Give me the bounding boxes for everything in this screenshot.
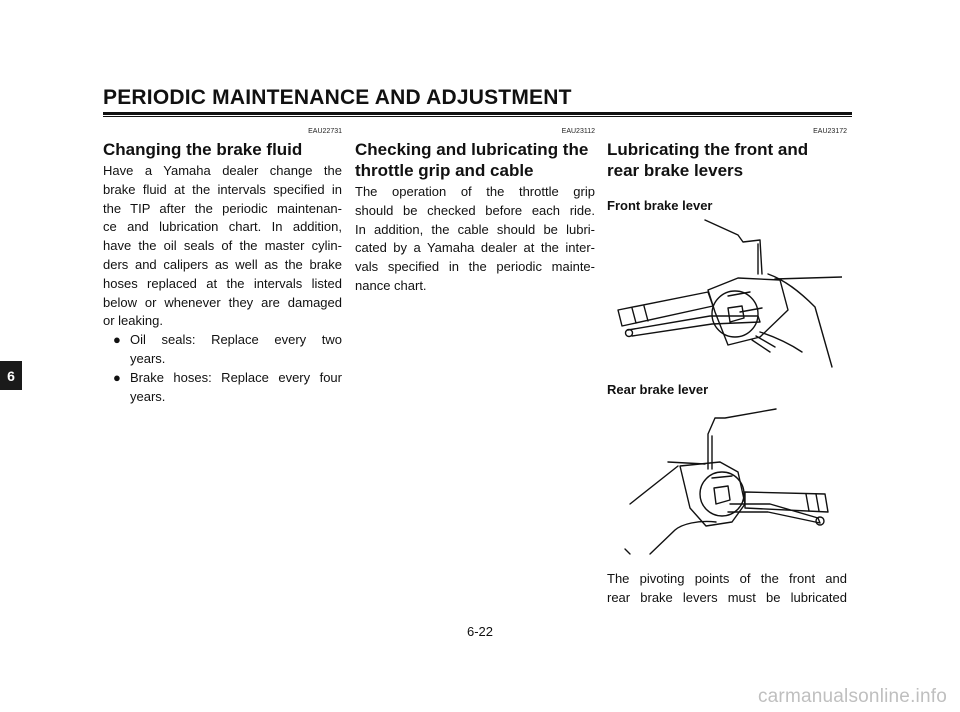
rear-brake-lever-illustration (620, 404, 845, 564)
body-line: ce and lubrication chart. In addition, (103, 219, 342, 235)
lubrication-paragraph (607, 570, 847, 608)
body-line: The operation of the throttle grip (355, 184, 595, 199)
watermark: carmanualsonline.info (757, 686, 947, 707)
body-line: below or whenever they are damaged (103, 294, 342, 310)
chapter-tab: 6 (0, 361, 22, 390)
body-line: Have a Yamaha dealer change the (103, 163, 342, 178)
page-number: 6-22 (466, 624, 494, 639)
section-code: EAU23112 (561, 128, 595, 135)
body-line: ders and calipers as well as the brake (103, 256, 342, 272)
body-line: rear brake levers must be lubricated (607, 589, 847, 605)
body-line: cated by a Yamaha dealer at the inter- (355, 240, 595, 256)
bullet-line: years. (130, 388, 166, 404)
bullet-icon: ● (113, 369, 121, 385)
bullet-line: Oil seals: Replace every two (130, 332, 342, 348)
section-title (355, 139, 595, 181)
body-line: vals specified in the periodic mainte- (355, 259, 595, 275)
front-brake-lever-heading: Front brake lever (607, 198, 713, 213)
section-code: EAU22731 (308, 128, 342, 135)
body-line: have the oil seals of the master cylin- (103, 238, 342, 254)
body-line: the TIP after the periodic maintenan- (103, 200, 342, 216)
bullet-icon: ● (113, 332, 121, 348)
front-brake-lever-illustration (610, 212, 842, 372)
section-code: EAU23172 (813, 128, 847, 135)
bullet-line: years. (130, 350, 166, 366)
section-title-line: rear brake levers (607, 161, 744, 180)
header-rule (103, 112, 852, 117)
bullet-item (103, 369, 342, 407)
body-line: should be checked before each ride. (355, 202, 595, 218)
section-title-line: Lubricating the front and (607, 140, 809, 159)
body-line: In addition, the cable should be lubri- (355, 221, 595, 237)
rear-brake-lever-heading: Rear brake lever (607, 382, 709, 397)
body-line: or leaking. (103, 313, 163, 329)
section-title-line: throttle grip and cable (355, 161, 534, 180)
section-throttle-grip (355, 127, 595, 296)
page-header: PERIODIC MAINTENANCE AND ADJUSTMENT (103, 86, 572, 109)
section-title (607, 139, 847, 181)
bullet-item (103, 331, 342, 369)
body-line: brake fluid at the intervals specified in (103, 181, 342, 197)
section-title: Changing the brake fluid (103, 140, 303, 159)
body-line: The pivoting points of the front and (607, 571, 847, 586)
body-line: nance chart. (355, 277, 427, 293)
body-line: hoses replaced at the intervals listed (103, 275, 342, 291)
bullet-line: Brake hoses: Replace every four (130, 369, 342, 385)
section-title-line: Checking and lubricating the (355, 140, 589, 159)
section-brake-levers (607, 127, 847, 215)
section-brake-fluid (103, 127, 342, 406)
